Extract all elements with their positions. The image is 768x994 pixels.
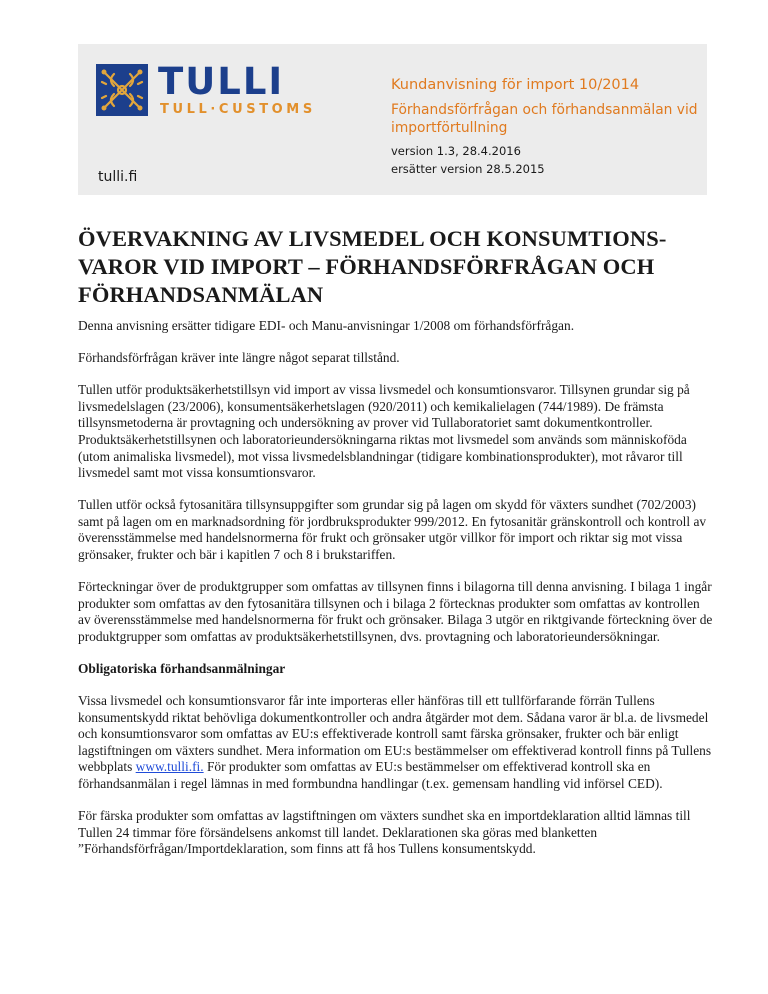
document-version: version 1.3, 28.4.2016 — [391, 144, 521, 158]
document-body — [78, 318, 714, 873]
paragraph: Tullen utför produktsäkerhetstillsyn vid import av vissa livsmedel och konsumtionsvaror. Tillsynen grundar sig på livsmedelslagen (23/2006), konsumentsäkerhetslagen (920/2011) och kemikalielagen (744/1989). De främsta tillsynsmetoderna är provtagning och undersökning av prover vid Tullaboratoriet samt dokumentkontroller. Produktsäkerhetstillsynen och laboratorieundersökningarna riktas mot livsmedel som används som människoföda (utom animaliska livsmedel), mot vissa livsmedelsblandningar (tidigare kombinationsprodukter), mot råvaror till livsmedel samt mot vissa konsumtionsvaror. — [78, 382, 690, 481]
document-meta — [391, 75, 701, 177]
document-header — [78, 44, 707, 195]
brand-name: TULLI — [158, 60, 285, 103]
paragraph: Förteckningar över de produktgrupper som omfattas av tillsynen finns i bilagorna till denna anvisning. I bilaga 1 ingår produkter som omfattas av den fytosanitära tillsynen och i bilaga 2 förtecknas produkter som omfattas av kontrollen av överensstämmelse med handelsnormerna för frukt och grönsaker. Bilaga 3 utgör en riktgivande förteckning över de produktgrupper som omfattas av produktsäkerhetstillsynen, dvs. provtagning och laboratorieundersökningar. — [78, 579, 713, 644]
customs-emblem-icon — [96, 64, 148, 116]
section-heading: Obligatoriska förhandsanmälningar — [78, 661, 286, 676]
document-type: Kundanvisning för import 10/2014 — [391, 77, 640, 93]
document-replaces: ersätter version 28.5.2015 — [391, 162, 545, 176]
document-subject: Förhandsförfrågan och förhandsanmälan vid importförtullning — [391, 102, 698, 136]
brand-subtitle: TULL·CUSTOMS — [160, 102, 316, 117]
paragraph: Tullen utför också fytosanitära tillsynsuppgifter som grundar sig på lagen om skydd för växters sundhet (702/2003) samt på lagen om en marknadsordning för jordbruksprodukter 999/2012. En fytosanitär gränskontroll och kontroll av överensstämmelse med handelsnormerna för frukt och grönsaker utgör villkor för import och riktar sig mot vissa grönsaker, frukter och bär i kapitlen 7 och 8 i brukstariffen. — [78, 497, 707, 563]
paragraph: Förhandsförfrågan kräver inte längre något separat tillstånd. — [78, 350, 400, 366]
tulli-logo — [96, 60, 358, 120]
paragraph-text: Vissa livsmedel och konsumtionsvaror får inte importeras eller hänföras till ett tullförfarande förrän Tullens konsumentskydd riktat behövliga dokumentkontroller och andra åtgärder mot dem. Sådana varor är bl.a. de livsmedel och konsumtionsvaror som omfattas av EU:s effektiverade kontroll samt färska grönsaker, frukter och bär enligt lagstiftningen om växters sundhet. Mera information om EU:s bestämmelser om effektiverad kontroll finns på Tullens webbplats — [78, 693, 712, 775]
paragraph-text: För produkter som omfattas av EU:s bestämmelser om effektiverad kontroll ska en förhandsanmälan i regel lämnas in med formbundna handlingar (t.ex. gemensam handling vid införsel CED). — [78, 759, 663, 792]
paragraph: Denna anvisning ersätter tidigare EDI- och Manu-anvisningar 1/2008 om förhandsförfrågan. — [78, 318, 575, 333]
tulli-website-link[interactable]: www.tulli.fi. — [135, 759, 204, 775]
paragraph-with-link — [78, 693, 714, 793]
paragraph: För färska produkter som omfattas av lagstiftningen om växters sundhet ska en importdeklaration alltid lämnas till Tullen 24 timmar före försändelsens ankomst till landet. Deklarationen ska göras med blanketten ”Förhandsförfrågan/Importdeklaration, som finns att få hos Tullens konsumentskydd. — [78, 808, 691, 857]
site-url: tulli.fi — [98, 169, 138, 185]
document-title: ÖVERVAKNING AV LIVSMEDEL OCH KONSUMTIONS-VAROR VID IMPORT – FÖRHANDSFÖRFRÅGAN OCH FÖRHANDSANMÄLAN — [78, 226, 667, 308]
